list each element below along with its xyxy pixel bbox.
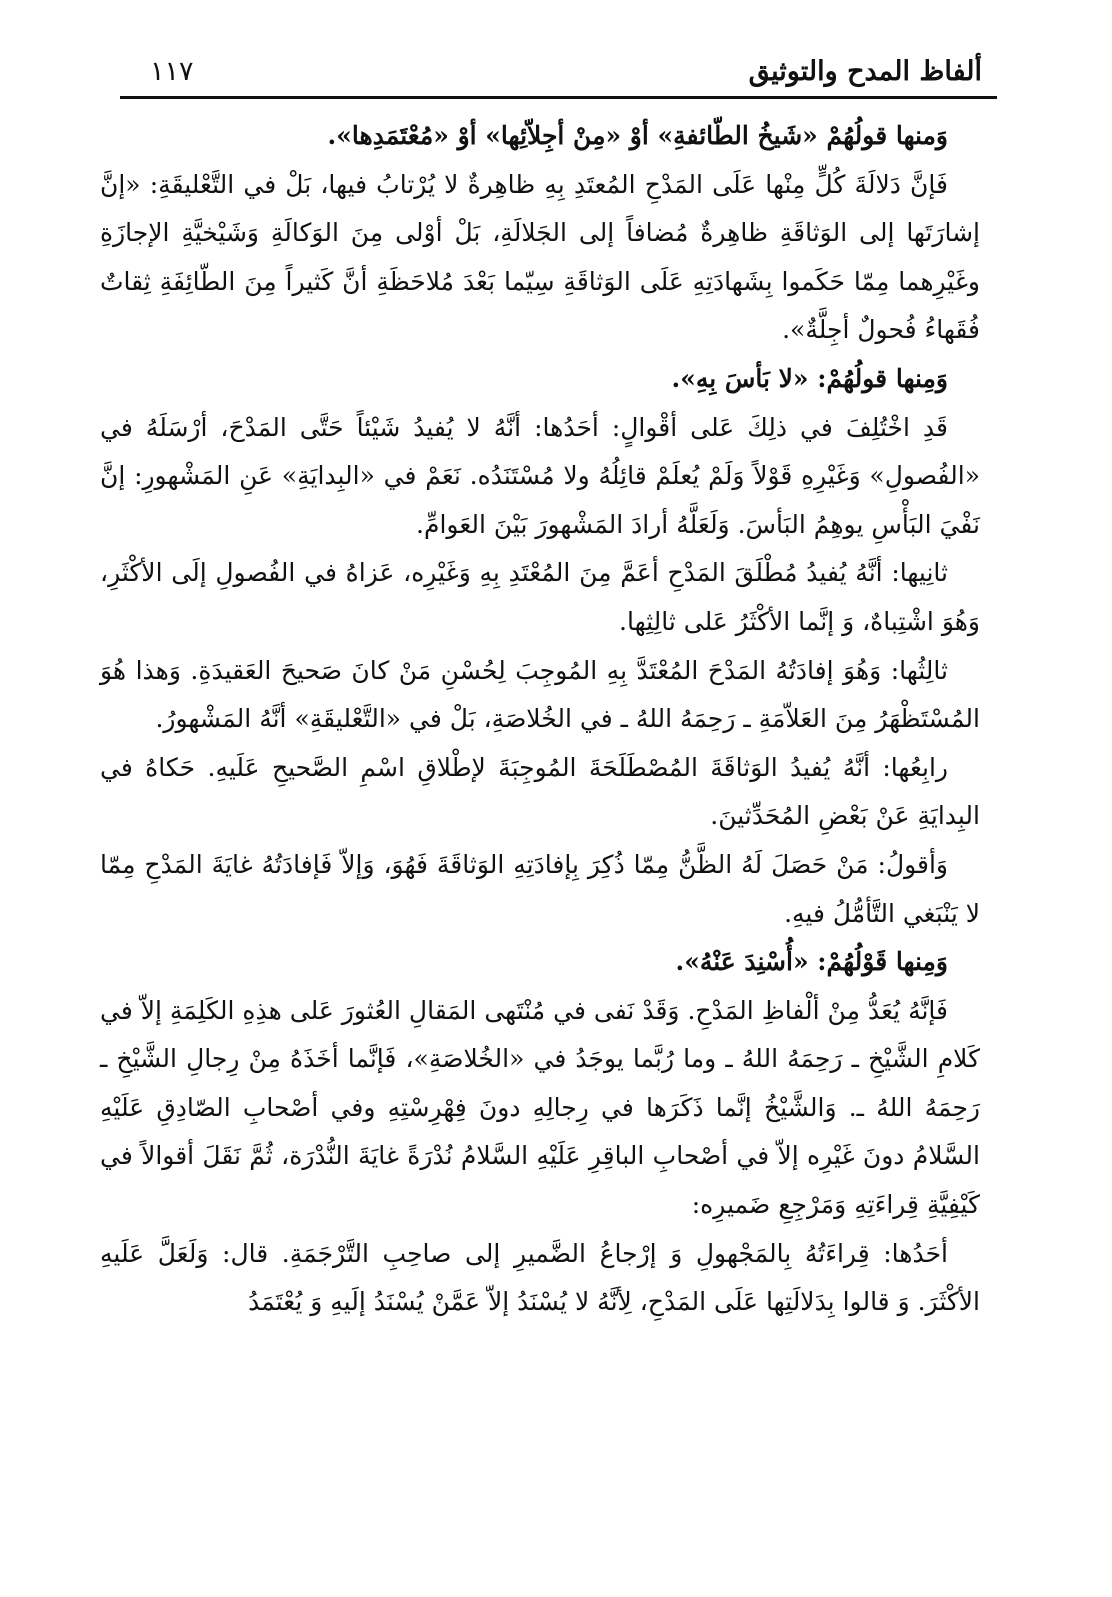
paragraph-11: أحَدُها: قِراءَتُهُ بِالمَجْهولِ وَ إرْجاعُ الضَّميرِ إلى صاحِبِ التَّرْجَمَةِ. قال: وَلَعَلَّ عَلَيهِ الأكْثَرَ. وَ قالوا بِدَلالَتِها عَلَى المَدْحِ، لِأنَّهُ لا يُسْنَدُ إلاّ عَمَّنْ يُسْنَدُ إلَيهِ وَ يُعْتَمَدُ [100, 1238, 980, 1317]
paragraph-7: رابِعُها: أنَّهُ يُفيدُ الوَثاقَةَ المُصْطَلَحَةَ المُوجِبَةَ لإطْلاقِ اسْمِ الصَّحيحِ عَلَيهِ. حَكاهُ في البِدايَةِ عَنْ بَعْضِ المُحَدِّثينَ. [100, 752, 980, 831]
page-number: ١١٧ [150, 56, 194, 87]
paragraph-9: وَمِنها قَوْلُهُمْ: «أُسْنِدَ عَنْهُ». [675, 947, 948, 977]
paragraph-8: وَأقولُ: مَنْ حَصَلَ لَهُ الظَّنُّ مِمّا ذُكِرَ بِإفادَتِهِ الوَثاقَةَ فَهُوَ، وَإلاّ فَإفادَتُهُ غايَةَ المَدْحِ مِمّا لا يَنْبَغي التَّأمُّلُ فيهِ. [100, 849, 980, 928]
paragraph-4: قَدِ اخْتُلِفَ في ذلِكَ عَلى أقْوالٍ: أحَدُها: أنَّهُ لا يُفيدُ شَيْئاً حَتَّى المَدْحَ، أرْسَلَهُ في «الفُصولِ» وَغَيْرِهِ قَوْلاً وَلَمْ يُعلَمْ قائِلُهُ ولا مُسْتَنَدُه. نَعَمْ في «البِدايَةِ» عَنِ المَشْهورِ: إنَّ نَفْيَ البَأْسِ يوهِمُ البَأسَ. وَلَعَلَّهُ أرادَ المَشْهورَ بَيْنَ العَوامِّ. [100, 412, 980, 539]
paragraph-2: فَإنَّ دَلالَةَ كُلٍّ مِنْها عَلَى المَدْحِ المُعتَدِ بِهِ ظاهِرةٌ لا يُرْتابُ فيها، بَلْ في التَّعْليقَةِ: «إنَّ إشارَتَها إلى الوَثاقَةِ ظاهِرةٌ مُضافاً إلى الجَلالَةِ، بَلْ أوْلى مِنَ الوَكالَةِ وَشَيْخيَّةِ الإجازَةِ وغَيْرِهما مِمّا حَكَموا بِشَهادَتِهِ عَلَى الوَثاقَةِ سِيّما بَعْدَ مُلاحَظَةِ أنَّ كَثيراً مِنَ الطّائِفَةِ ثِقاتٌ فُقَهاءُ فُحولٌ أجِلَّةٌ». [100, 169, 980, 345]
header-rule [120, 96, 997, 99]
paragraph-3: وَمِنها قولُهُمْ: «لا بَأسَ بِهِ». [671, 363, 948, 393]
paragraph-1: وَمنها قولُهُمْ «شَيخُ الطّائفةِ» أوْ «مِنْ أجِلاّئِها» أوْ «مُعْتَمَدِها». [327, 121, 948, 150]
paragraph-6: ثالِثُها: وَهُوَ إفادَتُهُ المَدْحَ المُعْتَدَّ بِهِ المُوجِبَ لِحُسْنِ مَنْ كانَ صَحيحَ العَقيدَةِ. وَهذا هُوَ المُسْتَظْهَرُ مِنَ العَلاّمَةِ ـ رَحِمَهُ اللهُ ـ في الخُلاصَةِ، بَلْ في «التَّعْليقَةِ» أنَّهُ المَشْهورُ. [100, 655, 980, 734]
page-header [150, 52, 982, 98]
paragraph-5: ثانِيها: أنَّهُ يُفيدُ مُطْلَقَ المَدْحِ أعَمَّ مِنَ المُعْتَدِ بِهِ وَغَيْرِه، عَزاهُ في الفُصولِ إلَى الأكْثَرِ، وَهُوَ اشْتِباهٌ، وَ إنَّما الأكْثَرُ عَلى ثالِثِها. [100, 558, 980, 636]
body-text [100, 112, 980, 1327]
paragraph-10: فَإنَّهُ يُعَدُّ مِنْ ألْفاظِ المَدْحِ. وَقَدْ نَفى في مُنْتَهى المَقالِ العُثورَ عَلى هذِهِ الكَلِمَةِ إلاّ في كَلامِ الشَّيْخِ ـ رَحِمَهُ اللهُ ـ وما رُبَّما يوجَدُ في «الخُلاصَةِ»، فَإنَّما أخَذَهُ مِنْ رِجالِ الشَّيْخِ ـ رَحِمَهُ اللهُ ـ. وَالشَّيْخُ إنَّما ذَكَرَها في رِجالِهِ دونَ فِهْرِسْتِهِ وفي أصْحابِ الصّادِقِ عَلَيْهِ السَّلامُ دونَ غَيْرِه إلاّ في أصْحابِ الباقِرِ عَلَيْهِ السَّلامُ نُدْرَةً غايَةَ النُّدْرَة، ثُمَّ نَقَلَ أقوالاً في كَيْفِيَّةِ قِراءَتِهِ وَمَرْجِعِ ضَميرِه: [100, 995, 980, 1220]
running-title: ألفاظ المدح والتوثيق [748, 56, 982, 87]
